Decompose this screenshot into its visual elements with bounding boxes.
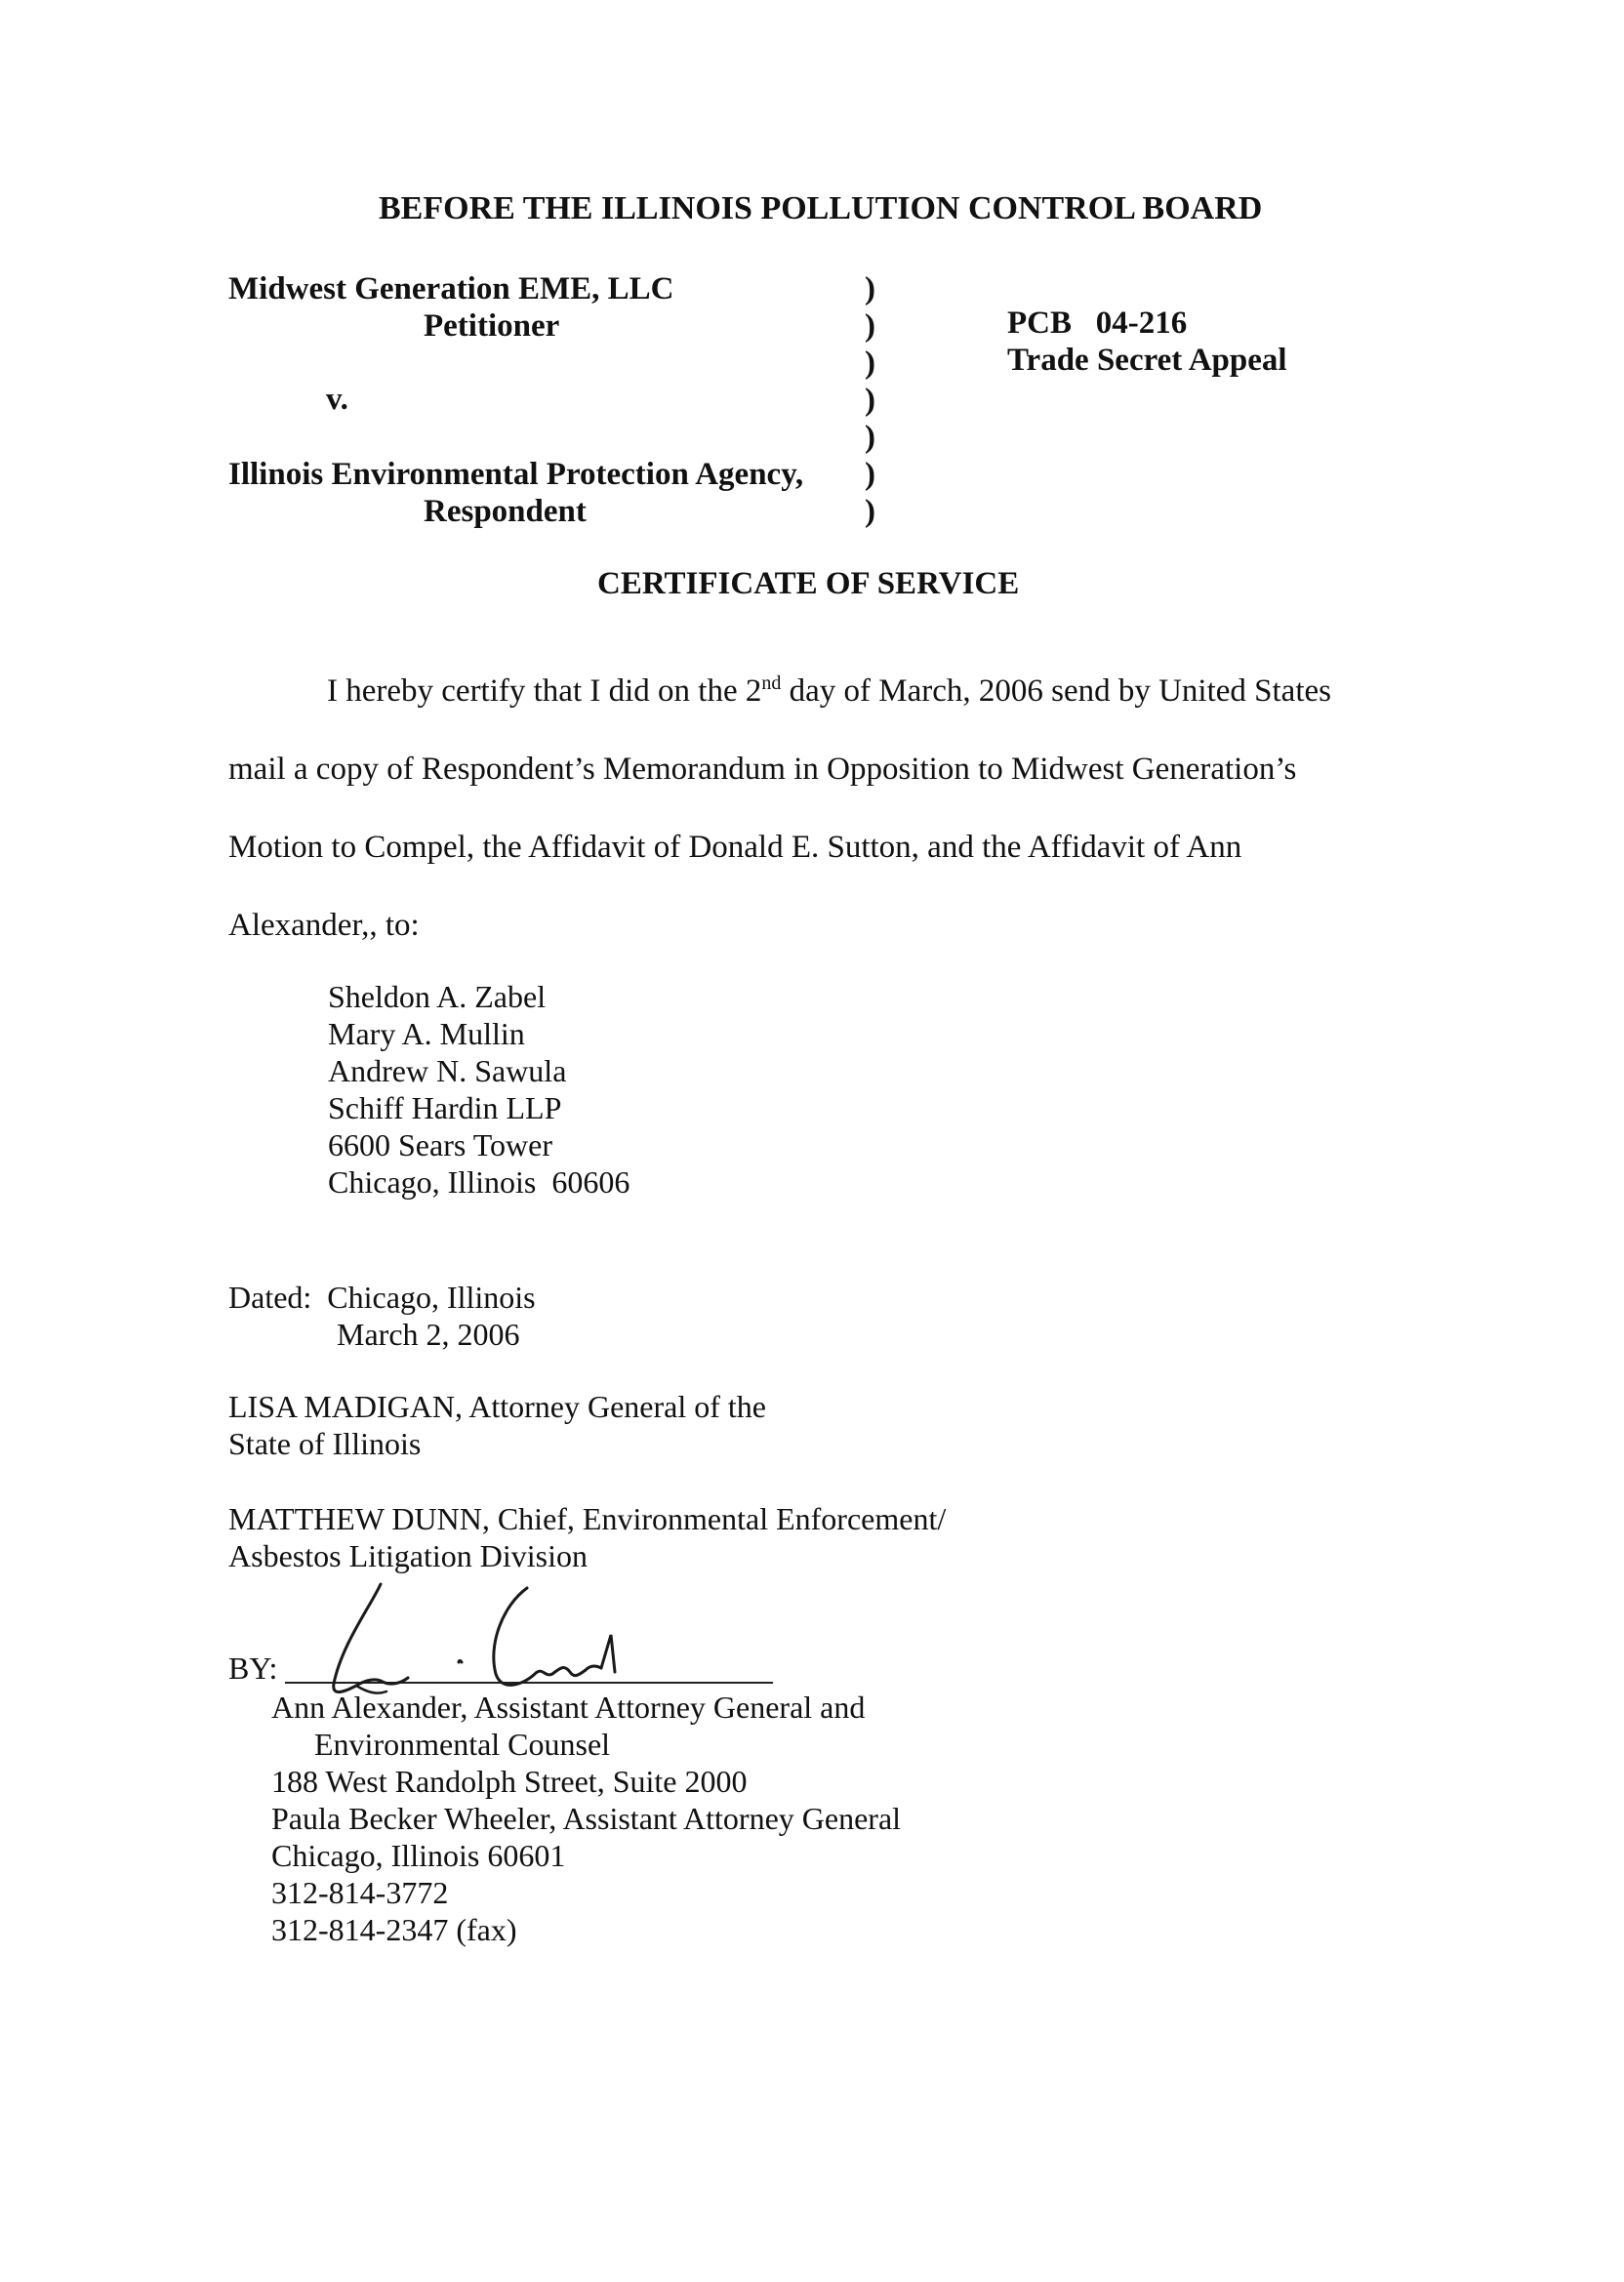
caption-paren: ) xyxy=(865,383,875,418)
addressee-line: Chicago, Illinois 60606 xyxy=(328,1164,630,1200)
caption-paren: ) xyxy=(865,494,875,529)
attorney-general-line: LISA MADIGAN, Attorney General of the xyxy=(228,1389,766,1424)
respondent-name: Illinois Environmental Protection Agency, xyxy=(228,457,804,492)
chief-line: Asbestos Litigation Division xyxy=(228,1538,588,1573)
certificate-body-line xyxy=(327,673,1331,710)
dated-date: March 2, 2006 xyxy=(337,1317,520,1352)
addressee-line: Mary A. Mullin xyxy=(328,1016,525,1051)
cosigner-line: Paula Becker Wheeler, Assistant Attorney General xyxy=(271,1801,902,1836)
respondent-role: Respondent xyxy=(424,494,587,529)
chief-line: MATTHEW DUNN, Chief, Environmental Enforcement/ xyxy=(228,1501,947,1536)
caption-paren: ) xyxy=(865,420,875,455)
certificate-body-line: Motion to Compel, the Affidavit of Donald E. Sutton, and the Affidavit of Ann xyxy=(228,830,1242,865)
versus-label: v. xyxy=(326,382,348,417)
certificate-body-line: mail a copy of Respondent’s Memorandum in Opposition to Midwest Generation’s xyxy=(228,752,1297,787)
addressee-line: Schiff Hardin LLP xyxy=(328,1090,562,1125)
case-type: Trade Secret Appeal xyxy=(1007,343,1287,378)
certificate-heading: CERTIFICATE OF SERVICE xyxy=(597,566,1020,601)
caption-paren: ) xyxy=(865,457,875,492)
caption-paren: ) xyxy=(865,271,875,306)
signer-address: 188 West Randolph Street, Suite 2000 xyxy=(271,1764,748,1799)
certificate-body-line: Alexander,, to: xyxy=(228,908,420,943)
handwritten-signature xyxy=(322,1576,654,1703)
addressee-line: Andrew N. Sawula xyxy=(328,1053,567,1088)
case-caption xyxy=(228,271,1448,535)
petitioner-role: Petitioner xyxy=(424,308,560,344)
signer-line: Environmental Counsel xyxy=(314,1727,611,1762)
addressee-line: Sheldon A. Zabel xyxy=(328,979,547,1014)
chief-block xyxy=(228,1500,946,1574)
signer-city: Chicago, Illinois 60601 xyxy=(271,1838,566,1873)
addressee-block xyxy=(328,978,629,1201)
signer-block xyxy=(271,1689,901,1948)
signer-fax: 312-814-2347 (fax) xyxy=(271,1912,517,1947)
signer-phone: 312-814-3772 xyxy=(271,1875,449,1910)
page-title: BEFORE THE ILLINOIS POLLUTION CONTROL BOARD xyxy=(379,190,1263,226)
addressee-line: 6600 Sears Tower xyxy=(328,1127,553,1162)
by-label: BY: xyxy=(228,1650,278,1686)
caption-paren: ) xyxy=(865,308,875,344)
case-number: PCB 04-216 xyxy=(1007,306,1188,341)
signer-line: Ann Alexander, Assistant Attorney General and xyxy=(271,1690,866,1725)
dated-line: Dated: Chicago, Illinois xyxy=(228,1280,536,1315)
attorney-general-block xyxy=(228,1388,766,1462)
ordinal-suffix: nd xyxy=(761,672,782,694)
certificate-text: day of March, 2006 send by United States xyxy=(781,673,1331,709)
petitioner-name: Midwest Generation EME, LLC xyxy=(228,271,674,306)
certificate-text: I hereby certify that I did on the 2 xyxy=(327,673,762,709)
caption-paren: ) xyxy=(865,346,875,381)
attorney-general-line: State of Illinois xyxy=(228,1426,422,1461)
